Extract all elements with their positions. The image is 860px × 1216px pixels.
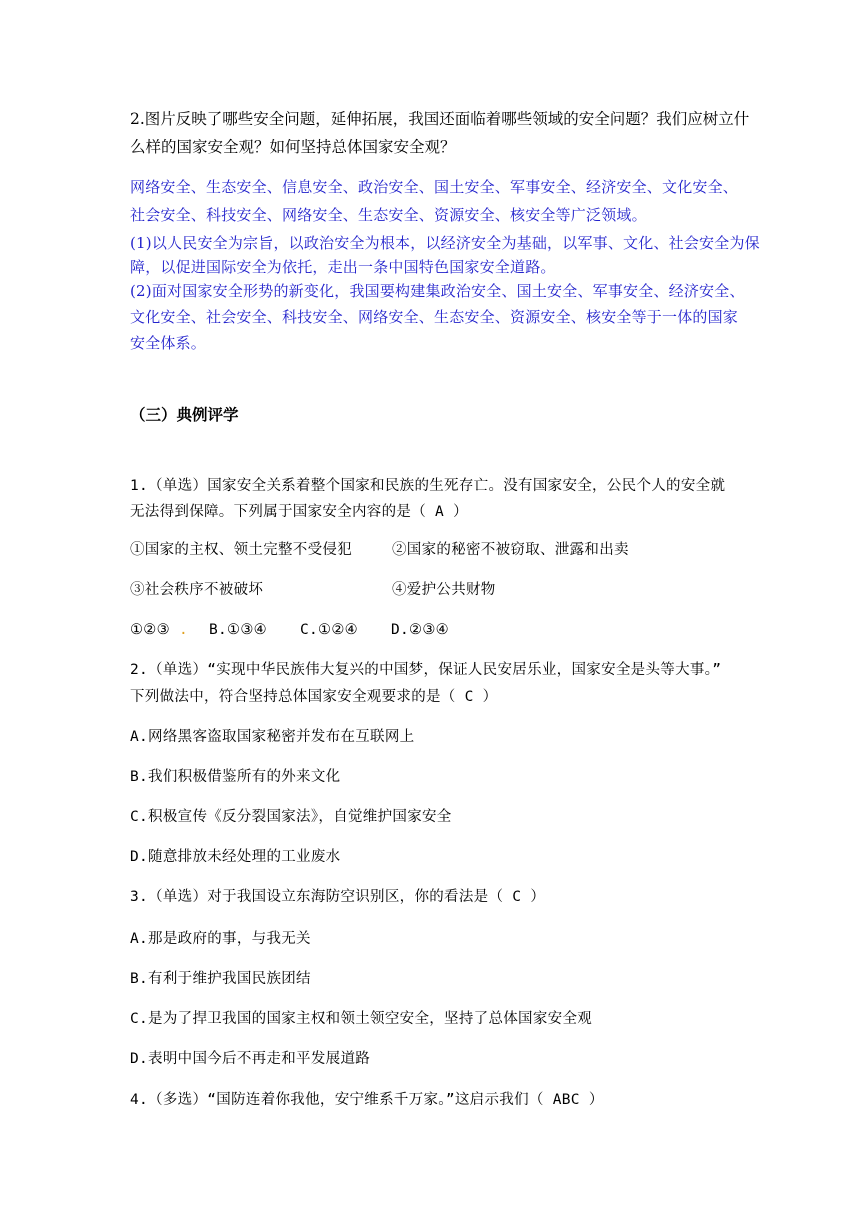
- option-b: B.①③④: [209, 622, 267, 638]
- question-3-line-1: 3.（单选）对于我国设立东海防空识别区，你的看法是（ C ）: [130, 889, 546, 905]
- discussion-question-line-2: 么样的国家安全观？如何坚持总体国家安全观？: [130, 138, 456, 156]
- question-2-option-d: D.随意排放未经处理的工业废水: [130, 849, 341, 865]
- question-2-line-1: 2.（单选）“实现中华民族伟大复兴的中国梦，保证人民安居乐业，国家安全是头等大事。”: [130, 662, 722, 678]
- answer-line-4: 障，以促进国际安全为依托，走出一条中国特色国家安全道路。: [130, 258, 556, 276]
- section-heading: （三）典例评学: [130, 406, 239, 424]
- question-3-option-a: A.那是政府的事，与我无关: [130, 931, 311, 947]
- question-2-line-2: 下列做法中，符合坚持总体国家安全观要求的是（ C ）: [130, 689, 498, 705]
- discussion-question-line-1: 2.图片反映了哪些安全问题，延伸拓展，我国还面临着哪些领域的安全问题？我们应树立什: [130, 110, 750, 128]
- answer-line-7: 安全体系。: [130, 334, 207, 352]
- option-d: D.②③④: [391, 622, 449, 638]
- answer-line-6: 文化安全、社会安全、科技安全、网络安全、生态安全、资源安全、核安全等于一体的国家: [130, 308, 739, 326]
- option-a: ①②③: [130, 622, 170, 638]
- question-2-option-b: B.我们积极借鉴所有的外来文化: [130, 769, 341, 785]
- question-1-item-1: ①国家的主权、领土完整不受侵犯: [130, 542, 352, 558]
- answer-line-3: (1)以人民安全为宗旨，以政治安全为根本，以经济安全为基础，以军事、文化、社会安全为保: [130, 234, 760, 252]
- question-1-options: [130, 620, 449, 640]
- option-a-mark: .: [178, 622, 188, 638]
- question-3-option-c: C.是为了捍卫我国的国家主权和领土领空安全，坚持了总体国家安全观: [130, 1011, 593, 1027]
- answer-line-2: 社会安全、科技安全、网络安全、生态安全、资源安全、核安全等广泛领域。: [130, 206, 647, 224]
- question-1-item-2: ②国家的秘密不被窃取、泄露和出卖: [392, 542, 629, 558]
- question-4-line-1: 4.（多选）“国防连着你我他，安宁维系千万家。”这启示我们（ ABC ）: [130, 1092, 604, 1108]
- question-2-option-c: C.积极宣传《反分裂国家法》，自觉维护国家安全: [130, 809, 452, 825]
- answer-line-5: (2)面对国家安全形势的新变化，我国要构建集政治安全、国土安全、军事安全、经济安全、: [130, 282, 745, 300]
- question-3-option-b: B.有利于维护我国民族团结: [130, 971, 311, 987]
- question-1-line-1: 1.（单选）国家安全关系着整个国家和民族的生死存亡。没有国家安全，公民个人的安全就: [130, 478, 726, 494]
- question-3-option-d: D.表明中国今后不再走和平发展道路: [130, 1051, 371, 1067]
- question-1-item-3: ③社会秩序不被破坏: [130, 582, 264, 598]
- question-1-line-2: 无法得到保障。下列属于国家安全内容的是（ A ）: [130, 504, 468, 520]
- answer-line-1: 网络安全、生态安全、信息安全、政治安全、国土安全、军事安全、经济安全、文化安全、: [130, 178, 739, 196]
- question-2-option-a: A.网络黑客盗取国家秘密并发布在互联网上: [130, 729, 415, 745]
- question-1-item-4: ④爱护公共财物: [392, 582, 496, 598]
- option-c: C.①②④: [300, 622, 358, 638]
